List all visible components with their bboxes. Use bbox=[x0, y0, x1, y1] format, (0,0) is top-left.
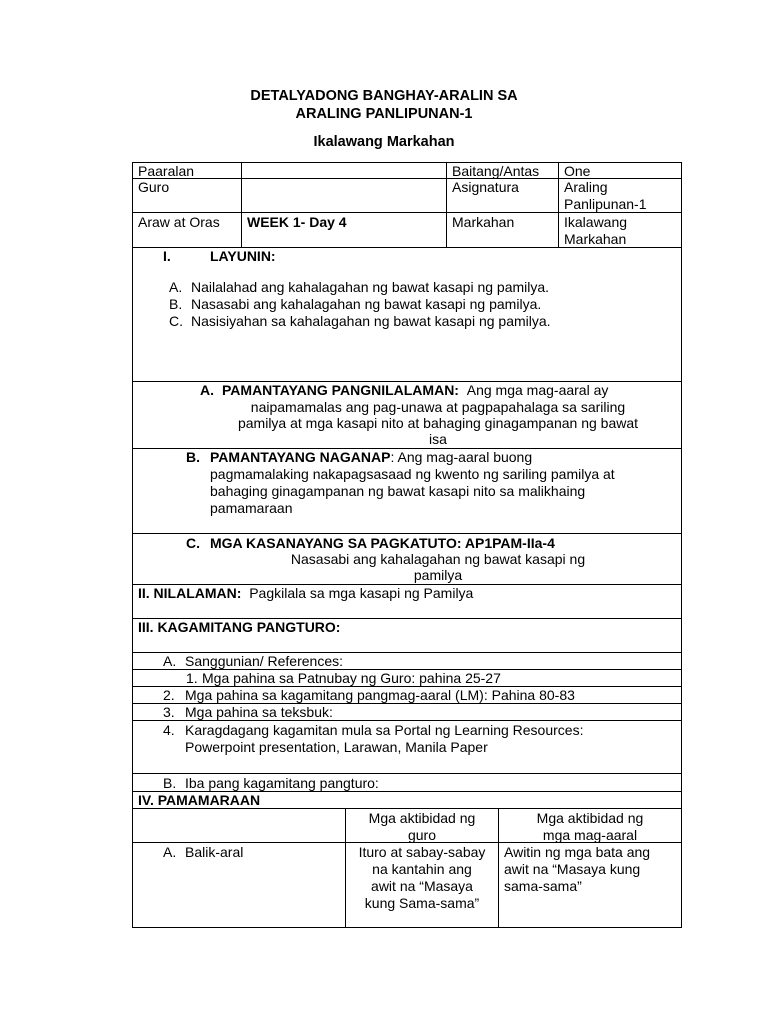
pamamaraan-header-row bbox=[132, 809, 682, 843]
balik-aral-label: A. Balik-aral bbox=[133, 843, 346, 927]
kagamitan-item-marker: 3. bbox=[163, 704, 175, 720]
markahan-label: Markahan bbox=[447, 213, 559, 247]
kagamitan-a-marker: A. bbox=[163, 653, 177, 669]
markahan-value-line-1: Ikalawang bbox=[564, 214, 628, 230]
kagamitan-row-a bbox=[132, 653, 682, 670]
naganap-line-4: pamamaraan bbox=[210, 500, 293, 516]
layunin-item: B. Nasasabi ang kahalagahan ng bawat kasapi ng pamilya. bbox=[169, 296, 542, 312]
balik-aral-magaaral: Awitin ng mga bata ang awit na “Masaya kung sama-sama” bbox=[504, 844, 651, 894]
asignatura-label: Asignatura bbox=[447, 179, 559, 212]
pangnilalaman-marker: A. bbox=[200, 382, 214, 398]
kagamitan-row-b bbox=[132, 774, 682, 792]
kasanayan-heading: MGA KASANAYANG SA PAGKATUTO: AP1PAM-IIa-4 bbox=[210, 535, 555, 551]
araw-label: Araw at Oras bbox=[133, 213, 242, 247]
kagamitan-row-1 bbox=[132, 670, 682, 687]
section-kasanayan bbox=[132, 534, 682, 585]
araw-value: WEEK 1- Day 4 bbox=[242, 213, 447, 247]
section-pamamaraan-heading bbox=[132, 792, 682, 809]
pamamaraan-header-guro: Mga aktibidad ng guro bbox=[346, 809, 499, 842]
kagamitan-item-text: Karagdagang kagamitan mula sa Portal ng Learning Resources: bbox=[185, 722, 584, 738]
kagamitan-b-marker: B. bbox=[163, 775, 177, 791]
baitang-label: Baitang/Antas bbox=[447, 163, 559, 178]
pangnilalaman-line-1: Ang mga mag-aaral ay bbox=[466, 382, 609, 398]
kagamitan-a-text: Sanggunian/ References: bbox=[185, 653, 343, 669]
section-kagamitan-heading bbox=[132, 619, 682, 653]
info-row-guro bbox=[132, 179, 682, 213]
document-title-line-2: ARALING PANLIPUNAN-1 bbox=[295, 106, 473, 122]
kasanayan-line-2: pamilya bbox=[413, 567, 463, 583]
naganap-line-3: bahaging ginagampanan ng bawat kasapi nito sa malikhaing bbox=[210, 483, 586, 499]
kagamitan-item-marker: 4. bbox=[163, 722, 175, 738]
kagamitan-row-2 bbox=[132, 687, 682, 704]
paaralan-label: Paaralan bbox=[133, 163, 242, 178]
info-row-paaralan bbox=[132, 162, 682, 179]
layunin-item: A. Nailalahad ang kahalagahan ng bawat kasapi ng pamilya. bbox=[169, 279, 550, 295]
kagamitan-heading: III. KAGAMITANG PANGTURO: bbox=[138, 619, 341, 635]
layunin-heading: LAYUNIN: bbox=[210, 248, 276, 264]
pamamaraan-row-balik-aral bbox=[132, 843, 682, 928]
kasanayan-marker: C. bbox=[186, 535, 200, 551]
kagamitan-item-text-2: Powerpoint presentation, Larawan, Manila Paper bbox=[185, 739, 488, 755]
section-pamantayang-pangnilalaman bbox=[132, 382, 682, 449]
section-nilalaman bbox=[132, 585, 682, 619]
baitang-value: One bbox=[564, 163, 591, 179]
kagamitan-item-text: Mga pahina sa Patnubay ng Guro: pahina 25-27 bbox=[202, 670, 501, 686]
kagamitan-item-marker: 1. bbox=[186, 670, 198, 686]
info-row-araw bbox=[132, 213, 682, 248]
document-subtitle: Ikalawang Markahan bbox=[313, 134, 455, 150]
asignatura-value bbox=[559, 179, 681, 212]
asignatura-value-line-2: Panlipunan-1 bbox=[564, 196, 647, 212]
nilalaman-text: Pagkilala sa mga kasapi ng Pamilya bbox=[249, 585, 474, 601]
naganap-line-2: pagmamalaking nakapagsasaad ng kwento ng sariling pamilya at bbox=[210, 466, 615, 482]
kagamitan-item-text: Mga pahina sa teksbuk: bbox=[185, 704, 333, 720]
pangnilalaman-line-4: isa bbox=[429, 431, 447, 447]
document-title-line-1: DETALYADONG BANGHAY-ARALIN SA bbox=[250, 88, 518, 104]
pamamaraan-header-magaaral: Mga aktibidad ng mga mag-aaral bbox=[536, 810, 644, 843]
markahan-value-line-2: Markahan bbox=[564, 231, 627, 247]
naganap-marker: B. bbox=[186, 449, 200, 465]
nilalaman-heading: II. NILALAMAN: bbox=[138, 585, 242, 601]
section-layunin bbox=[132, 248, 682, 382]
layunin-number: I. bbox=[163, 248, 171, 264]
kagamitan-row-3 bbox=[132, 704, 682, 721]
kagamitan-b-text: Iba pang kagamitang pangturo: bbox=[185, 775, 379, 791]
guro-label: Guro bbox=[133, 179, 242, 212]
kagamitan-row-4 bbox=[132, 721, 682, 774]
balik-aral-guro: Ituro at sabay-sabay na kantahin ang awit na “Masaya kung Sama-sama” bbox=[346, 843, 499, 927]
paaralan-value bbox=[242, 163, 447, 178]
kasanayan-line-1: Nasasabi ang kahalagahan ng bawat kasapi ng bbox=[290, 551, 586, 567]
pangnilalaman-line-3: pamilya at mga kasapi nito at bahaging ginagampanan ng bawat bbox=[237, 415, 639, 431]
naganap-line-1: : Ang mag-aaral buong bbox=[390, 449, 533, 465]
pangnilalaman-line-2: naipamamalas ang pag-unawa at pagpapahalaga sa sariling bbox=[250, 399, 626, 415]
layunin-item: C. Nasisiyahan sa kahalagahan ng bawat kasapi ng pamilya. bbox=[169, 313, 551, 329]
guro-value bbox=[242, 179, 447, 212]
section-pamantayang-naganap bbox=[132, 449, 682, 534]
asignatura-value-line-1: Araling bbox=[564, 179, 608, 195]
layunin-list bbox=[169, 279, 551, 330]
pamamaraan-heading: IV. PAMAMARAAN bbox=[138, 792, 261, 808]
pamamaraan-header-empty bbox=[133, 809, 346, 842]
naganap-heading: PAMANTAYANG NAGANAP bbox=[210, 449, 391, 465]
kagamitan-item-text: Mga pahina sa kagamitang pangmag-aaral (LM): Pahina 80-83 bbox=[185, 687, 575, 703]
kagamitan-item-marker: 2. bbox=[163, 687, 175, 703]
pangnilalaman-heading: PAMANTAYANG PANGNILALAMAN: bbox=[222, 382, 459, 398]
markahan-value bbox=[559, 213, 681, 247]
